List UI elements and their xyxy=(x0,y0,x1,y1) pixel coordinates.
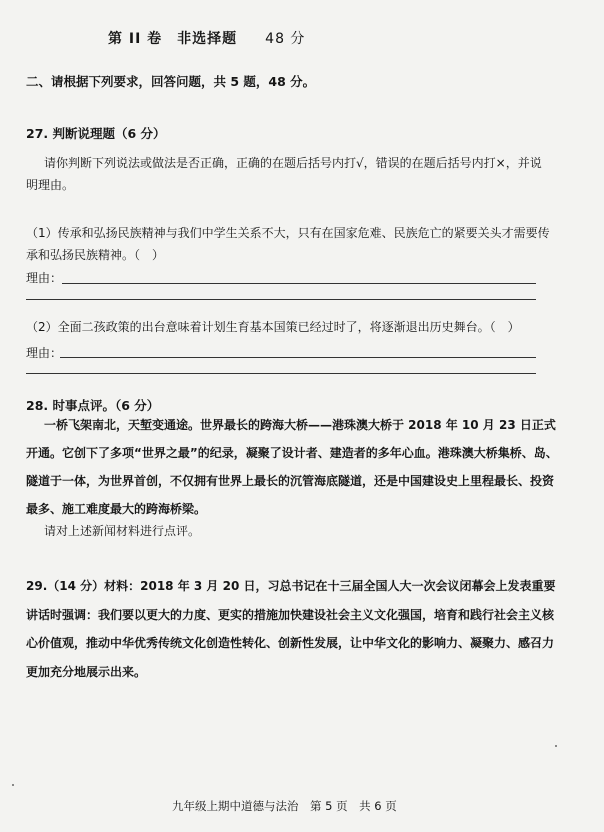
prompt-text: 请对上述新闻材料进行点评。 xyxy=(44,524,201,538)
question-27-item-2: （2）全面二孩政策的出台意味着计划生育基本国策已经过时了，将逐渐退出历史舞台。（ ） xyxy=(26,320,520,334)
question-29: 29.（14 分）材料：2018 年 3 月 20 日，习总书记在十三届全国人大一次会议闭幕会上发表重要讲话时强调：我们要以更大的力度、更实的措施加快建设社会主义文化强国，培育和践行社会主义核心价值观，推动中华优秀传统文化创造性转化、创新性发展，让中华文化的影响力、凝聚力、感召力更加充分地展示出来。 xyxy=(26,579,556,679)
answer-line-2b xyxy=(26,373,536,374)
reason-label-2: 理由： xyxy=(26,346,63,360)
answer-line-1b xyxy=(26,299,536,300)
section-score: 48 分 xyxy=(265,31,306,47)
section-2-heading: 二、请根据下列要求，回答问题，共 5 题，48 分。 xyxy=(26,74,316,89)
section-title xyxy=(108,28,305,48)
answer-line-2a xyxy=(60,357,536,358)
material-text: 一桥飞架南北，天堑变通途。世界最长的跨海大桥——港珠澳大桥于 2018 年 10 月 23 日正式开通。它创下了多项“世界之最”的纪录，凝聚了设计者、建造者的多年心血。港珠澳大桥集桥、岛、隧道于一体，为世界首创，不仅拥有世界上最长的沉管海底隧道，还是中国建设史上里程最长、投资最多、施工难度最大的跨海桥梁。 xyxy=(26,418,558,516)
question-28-prompt xyxy=(26,522,200,539)
answer-line-1a xyxy=(62,283,536,284)
question-27-instruction xyxy=(26,152,546,196)
speck-mark xyxy=(12,784,14,786)
speck-mark xyxy=(555,745,557,747)
question-27-heading: 27. 判断说理题（6 分） xyxy=(26,126,166,141)
instruction-text: 请你判断下列说法或做法是否正确，正确的在题后括号内打√，错误的在题后括号内打×，并说明理由。 xyxy=(26,156,542,192)
question-28-heading: 28. 时事点评。（6 分） xyxy=(26,398,160,413)
reason-label-1: 理由： xyxy=(26,271,63,285)
section-title-text: 第 II 卷 非选择题 xyxy=(108,31,238,47)
question-28-material xyxy=(26,411,558,523)
question-27-item-1: （1）传承和弘扬民族精神与我们中学生关系不大，只有在国家危难、民族危亡的紧要关头才需要传承和弘扬民族精神。（ ） xyxy=(26,226,550,262)
page-footer: 九年级上期中道德与法治 第 5 页 共 6 页 xyxy=(172,799,397,813)
